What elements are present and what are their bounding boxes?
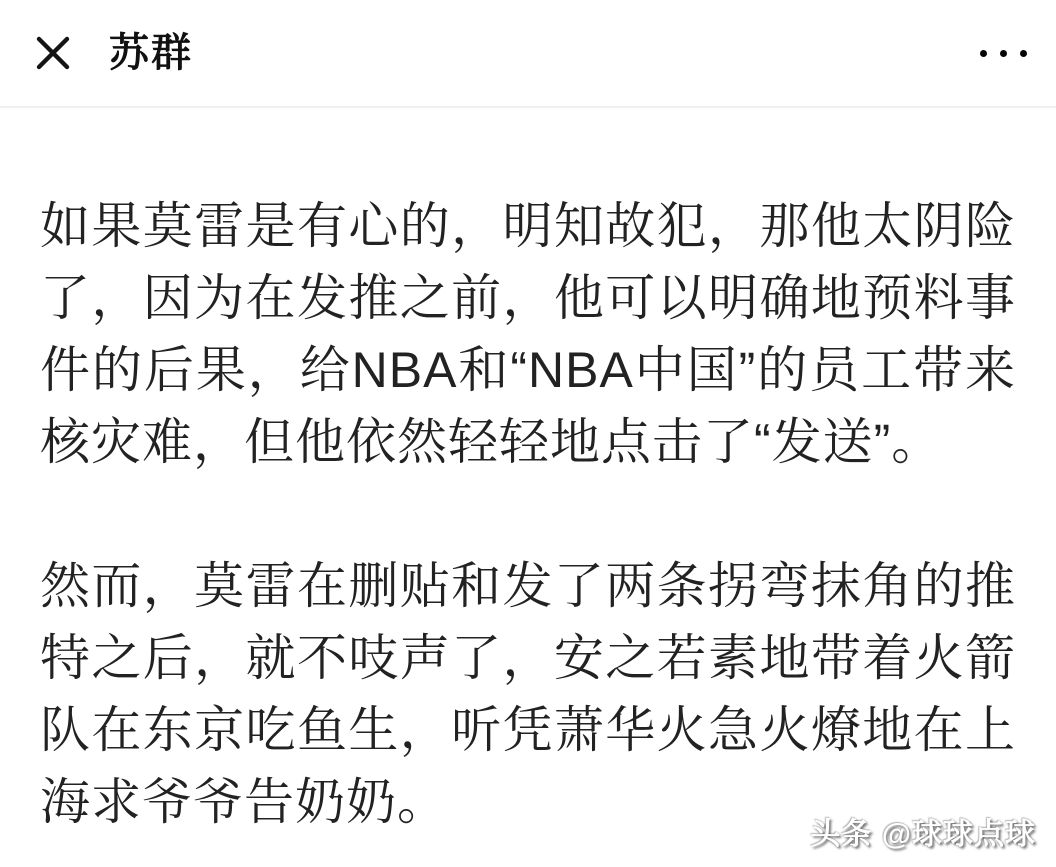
watermark: 头条 @球球点球	[810, 818, 1036, 851]
close-icon	[32, 32, 74, 74]
article-body	[0, 108, 1056, 867]
article-paragraph: 然而，莫雷在删贴和发了两条拐弯抹角的推特之后，就不吱声了，安之若素地带着火箭队在东京吃鱼生，听凭萧华火急火燎地在上海求爷爷告奶奶。	[40, 558, 1016, 830]
title-bar	[0, 0, 1056, 108]
ellipsis-dot-icon	[1020, 50, 1027, 57]
article-paragraph: 如果莫雷是有心的，明知故犯，那他太阴险了，因为在发推之前，他可以明确地预料事件的后果，给NBA和“NBA中国”的员工带来核灾难，但他依然轻轻地点击了“发送”。	[40, 198, 1016, 470]
ellipsis-dot-icon	[980, 50, 987, 57]
close-button[interactable]	[30, 30, 76, 76]
ellipsis-dot-icon	[1000, 50, 1007, 57]
more-options-button[interactable]	[980, 38, 1027, 69]
page-title: 苏群	[109, 31, 193, 75]
